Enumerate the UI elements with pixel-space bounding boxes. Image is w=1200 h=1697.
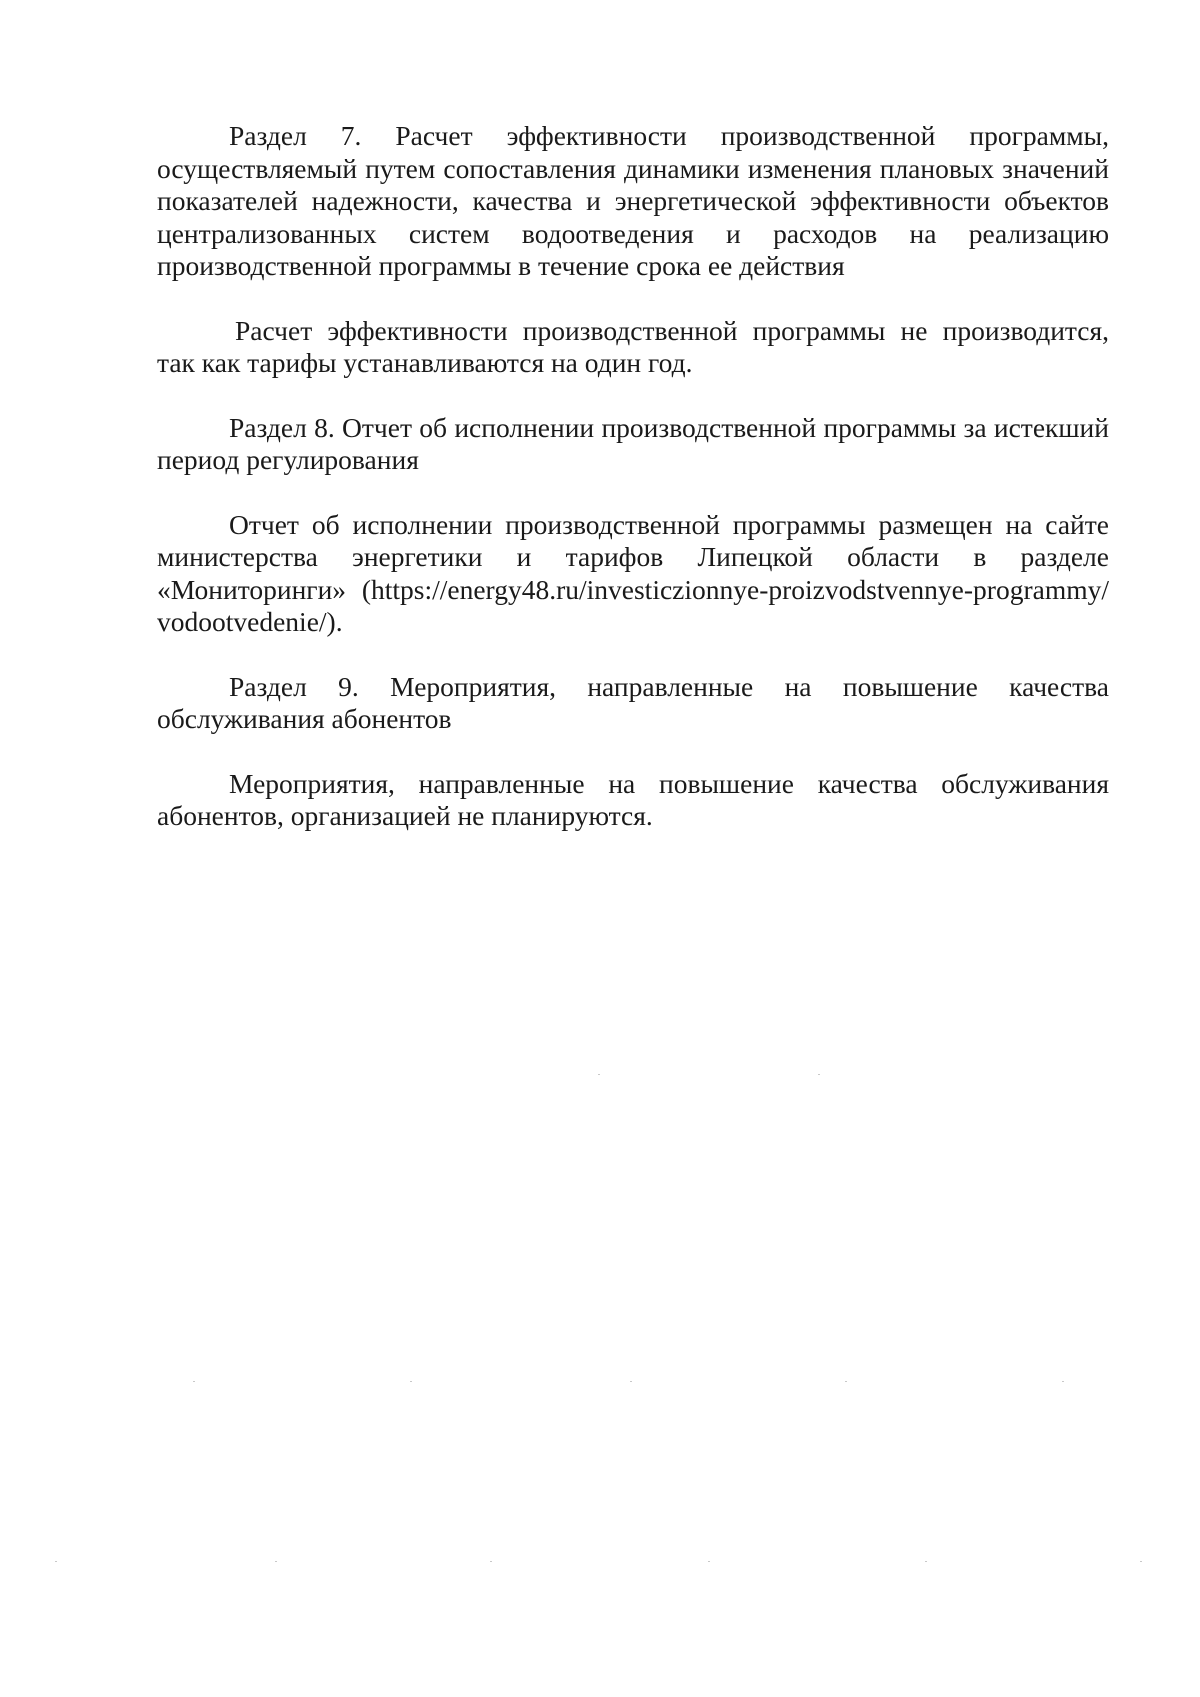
scan-speck — [55, 1561, 57, 1562]
scan-speck — [193, 1381, 195, 1382]
section-8-body-text: Отчет об исполнении производственной программы размещен на сайте министерства энергетики и тарифов Липецкой области в разделе «Мониторинги» — [157, 508, 1109, 605]
section-7-body: Расчет эффективности производственной программы не производится, так как тарифы устанавливаются на один год. — [157, 314, 1109, 378]
scan-speck — [1062, 1381, 1064, 1382]
scan-speck — [708, 1561, 710, 1562]
paragraph-gap — [157, 639, 1109, 671]
section-9-body: Мероприятия, направленные на повышение качества обслуживания абонентов, организацией не планируются. — [157, 767, 1109, 831]
scan-speck — [1140, 1561, 1142, 1562]
paragraph-gap — [157, 283, 1109, 315]
paragraph-gap — [157, 736, 1109, 768]
scan-speck — [598, 1074, 600, 1075]
monitoring-link[interactable]: (https://energy48.ru/investiczionnye-proizvodstvennye-programmy/vodootvedenie/). — [157, 573, 1109, 637]
scan-speck — [275, 1561, 277, 1562]
scan-speck — [490, 1561, 492, 1562]
scan-speck — [818, 1074, 820, 1075]
scan-speck — [630, 1381, 632, 1382]
section-8-body — [157, 509, 1109, 639]
scan-speck — [410, 1381, 412, 1382]
scan-speck — [845, 1381, 847, 1382]
paragraph-gap — [157, 380, 1109, 412]
section-7-heading: Раздел 7. Расчет эффективности производственной программы, осуществляемый путем сопоставления динамики изменения плановых значений показателей надежности, качества и энергетической эффективности объектов централизованных систем водоотведения и расходов на реализацию производственной программы в течение срока ее действия — [157, 120, 1109, 281]
scan-speck — [925, 1561, 927, 1562]
document-content — [157, 120, 1109, 833]
section-8-heading: Раздел 8. Отчет об исполнении производственной программы за истекший период регулирования — [157, 411, 1109, 475]
section-9-heading: Раздел 9. Мероприятия, направленные на повышение качества обслуживания абонентов — [157, 670, 1109, 734]
paragraph-gap — [157, 477, 1109, 509]
